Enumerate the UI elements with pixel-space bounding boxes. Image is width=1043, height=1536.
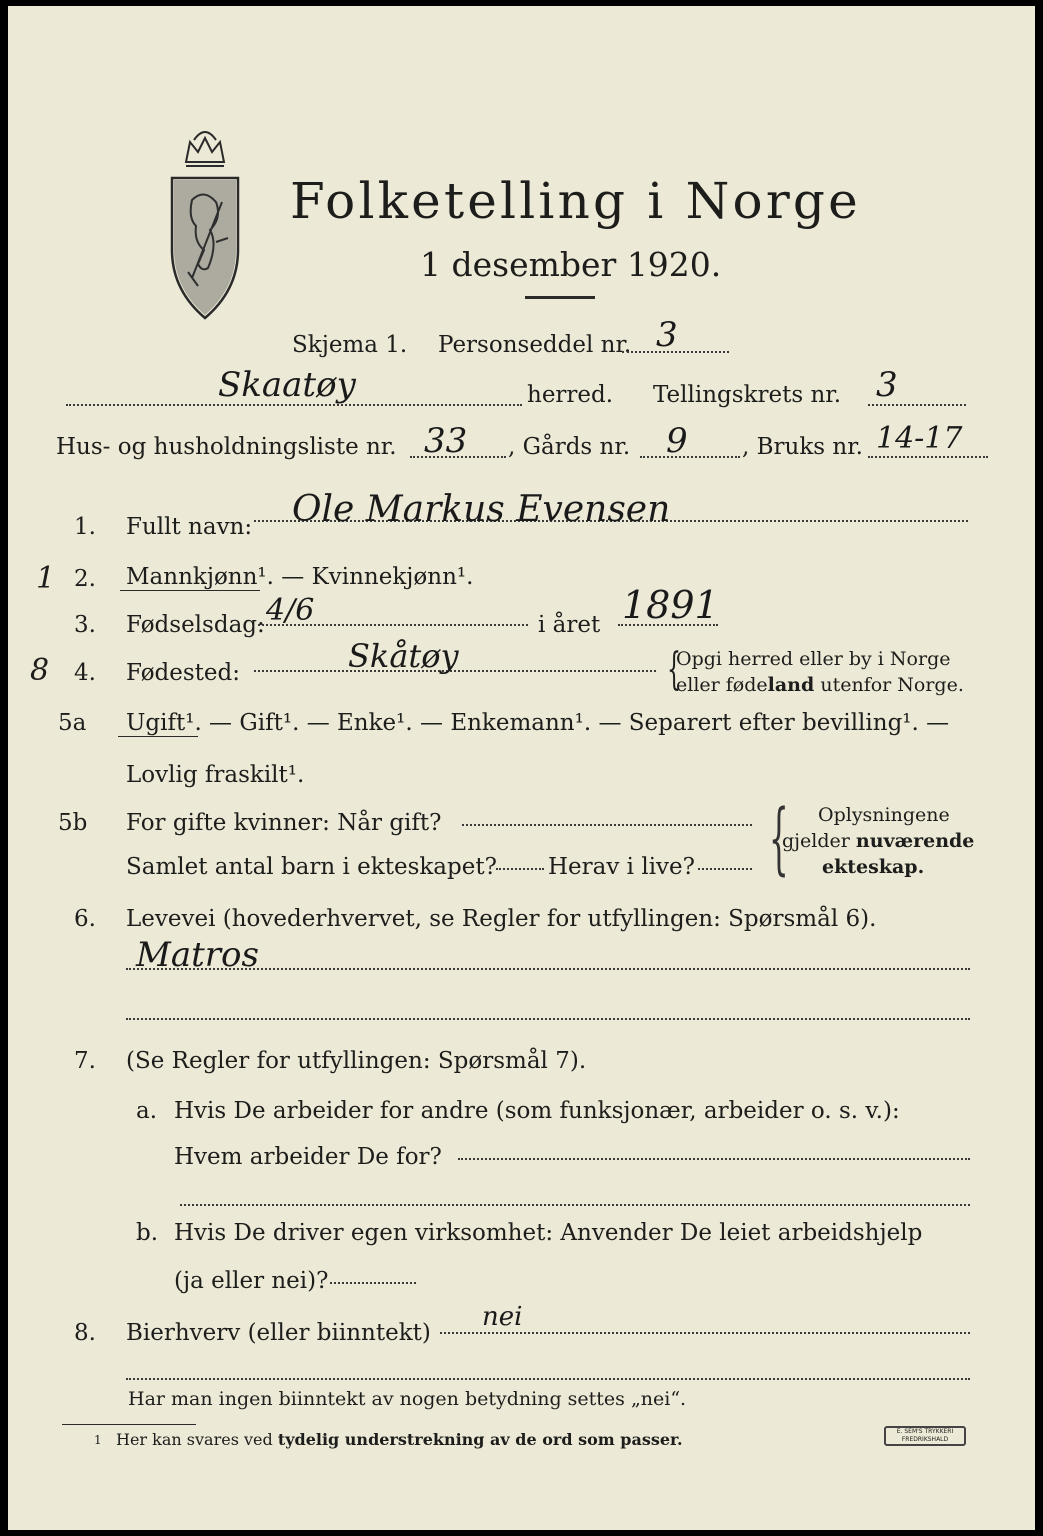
q4-value[interactable]: Skåtøy (348, 637, 459, 675)
personseddel-value[interactable]: 3 (656, 315, 678, 355)
q5a-line-1: Ugift¹. — Gift¹. — Enke¹. — Enkemann¹. — Separert efter bevilling¹. — (126, 710, 950, 736)
q5b-brace: { (768, 794, 789, 884)
q4-note-1: Opgi herred eller by i Norge (676, 648, 951, 670)
q6-number: 6. (74, 906, 96, 932)
footnote-number: 1 (94, 1433, 102, 1447)
q6-line-1 (126, 968, 970, 970)
q8-label: Bierhverv (eller biinntekt) (126, 1320, 431, 1346)
q3-label: Fødselsdag: (126, 612, 265, 638)
q7-label: (Se Regler for utfyllingen: Spørsmål 7). (126, 1048, 587, 1074)
q5b-note-3: ekteskap. (822, 856, 925, 878)
q7b-line-2: (ja eller nei)? (174, 1268, 329, 1294)
q7b-line-1: Hvis De driver egen virksomhet: Anvender De leiet arbeidshjelp (174, 1220, 923, 1246)
q7b-answer-line (330, 1282, 416, 1284)
footer-note: Har man ingen biinntekt av nogen betydning settes „nei“. (128, 1388, 687, 1410)
q4-note-2: eller fødeland utenfor Norge. (676, 674, 964, 696)
footnote-rule (62, 1424, 196, 1425)
printer-stamp (884, 1426, 966, 1446)
census-form (8, 6, 1035, 1530)
q7a-line-1: Hvis De arbeider for andre (som funksjonær, arbeider o. s. v.): (174, 1098, 900, 1124)
q8-value[interactable]: nei (482, 1302, 523, 1332)
q6-label: Levevei (hovederhvervet, se Regler for utfyllingen: Spørsmål 6). (126, 906, 877, 932)
tellingskrets-label: Tellingskrets nr. (653, 382, 842, 408)
q5b-number: 5b (58, 810, 88, 836)
q5b-note-2: gjelder nuværende (782, 830, 975, 852)
bruks-label: , Bruks nr. (742, 434, 863, 460)
q5b-line-2b: Herav i live? (548, 854, 695, 880)
q7b-number: b. (136, 1220, 159, 1246)
q4-brace: { (667, 644, 681, 695)
q8-answer-line-2 (126, 1378, 970, 1380)
title-rule (525, 296, 595, 299)
hus-label: Hus- og husholdningsliste nr. (56, 434, 397, 460)
herred-line (66, 404, 522, 406)
q1-label: Fullt navn: (126, 514, 253, 540)
q8-number: 8. (74, 1320, 96, 1346)
herred-label: herred. (527, 382, 614, 408)
q7a-line-2: Hvem arbeider De for? (174, 1144, 442, 1170)
bruks-value[interactable]: 14-17 (876, 421, 963, 456)
tellingskrets-value[interactable]: 3 (876, 365, 898, 405)
q5b-barn-line (496, 868, 544, 870)
q8-answer-line (440, 1332, 970, 1334)
q7a-answer-line-1 (458, 1158, 970, 1160)
footnote-text: Her kan svares ved tydelig understrekning av de ord som passer. (116, 1430, 683, 1449)
schema-label: Skjema 1. (292, 332, 408, 358)
margin-mark-2: 8 (30, 653, 50, 688)
q2-number: 2. (74, 566, 96, 592)
q4-label: Fødested: (126, 660, 241, 686)
q1-number: 1. (74, 514, 96, 540)
q7-number: 7. (74, 1048, 96, 1074)
q4-number: 4. (74, 660, 96, 686)
q5b-line-1: For gifte kvinner: Når gift? (126, 810, 442, 836)
q5b-live-line (698, 868, 752, 870)
printer-stamp-line-2: FREDRIKSHALD (901, 1436, 949, 1443)
printer-stamp-line-1: E. SEM'S TRYKKERI (896, 1428, 954, 1435)
q1-value[interactable]: Ole Markus Evensen (292, 489, 671, 530)
hus-value[interactable]: 33 (424, 421, 468, 461)
form-title: Folketelling i Norge (290, 172, 861, 230)
q2-label: Mannkjønn¹. — Kvinnekjønn¹. (126, 564, 474, 590)
margin-mark-1: 1 (36, 561, 56, 596)
herred-value[interactable]: Skaatøy (218, 365, 356, 405)
q3-value[interactable]: 4/6 (266, 593, 315, 628)
gards-label: , Gårds nr. (508, 434, 631, 460)
q5a-line-2: Lovlig fraskilt¹. (126, 762, 305, 788)
mannkjonn-underline (120, 590, 260, 591)
bruks-line (868, 456, 988, 458)
q7a-number: a. (136, 1098, 158, 1124)
personseddel-label: Personseddel nr. (438, 332, 632, 358)
coat-of-arms-icon (164, 122, 246, 334)
q5b-note-1: Oplysningene (818, 804, 950, 826)
ugift-underline (118, 736, 198, 737)
q7a-answer-line-2 (180, 1204, 970, 1206)
q3-year-label: i året (538, 612, 601, 638)
gards-line (640, 456, 740, 458)
q6-value[interactable]: Matros (136, 935, 259, 975)
q6-line-2 (126, 1018, 970, 1020)
q5b-line-2a: Samlet antal barn i ekteskapet? (126, 854, 497, 880)
gards-value[interactable]: 9 (666, 421, 688, 461)
q5a-number: 5a (58, 710, 87, 736)
q5b-gift-line (462, 824, 752, 826)
form-date: 1 desember 1920. (420, 245, 722, 284)
q3-number: 3. (74, 612, 96, 638)
q3-year-value[interactable]: 1891 (622, 583, 719, 627)
